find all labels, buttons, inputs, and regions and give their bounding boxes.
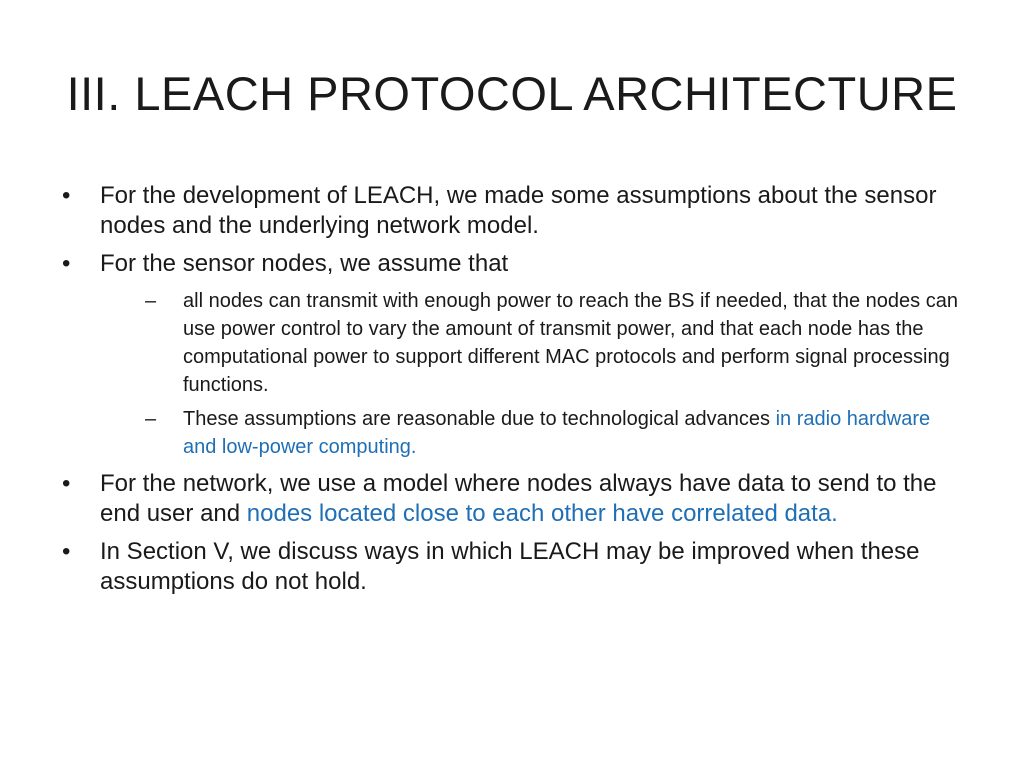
bullet-item bbox=[62, 181, 962, 241]
bullet-text: For the network, we use a model where nodes always have data to send to the end user and bbox=[100, 470, 937, 527]
sub-bullet-item bbox=[145, 405, 962, 461]
bullet-highlight: nodes located close to each other have correlated data. bbox=[246, 500, 838, 527]
bullet-marker: • bbox=[62, 182, 71, 209]
sub-bullet-marker: – bbox=[145, 290, 157, 312]
bullet-text: For the development of LEACH, we made some assumptions about the sensor nodes and the underlying network model. bbox=[100, 182, 937, 239]
bullet-marker: • bbox=[62, 250, 71, 277]
bullet-marker: • bbox=[62, 470, 71, 497]
bullet-item bbox=[62, 537, 962, 597]
sub-bullet-item bbox=[145, 287, 962, 399]
sub-bullet-text: These assumptions are reasonable due to technological advances bbox=[183, 408, 776, 430]
bullet-item bbox=[62, 249, 962, 279]
bullet-text: For the sensor nodes, we assume that bbox=[100, 250, 509, 277]
sub-bullet-text: all nodes can transmit with enough power to reach the BS if needed, that the nodes can use power control to vary the amount of transmit power, and that each node has the computational power to support different MAC protocols and perform signal processing functions. bbox=[183, 290, 958, 396]
bullet-item bbox=[62, 469, 962, 529]
sub-bullet-marker: – bbox=[145, 408, 157, 430]
bullet-marker: • bbox=[62, 538, 71, 565]
bullet-text: In Section V, we discuss ways in which LEACH may be improved when these assumptions do not hold. bbox=[100, 538, 920, 595]
sub-bullet-highlight: in radio hardware and low-power computing. bbox=[183, 408, 931, 458]
slide-title: III. LEACH PROTOCOL ARCHITECTURE bbox=[66, 67, 958, 120]
sub-bullet-list bbox=[62, 287, 962, 461]
bullet-list bbox=[62, 181, 962, 605]
